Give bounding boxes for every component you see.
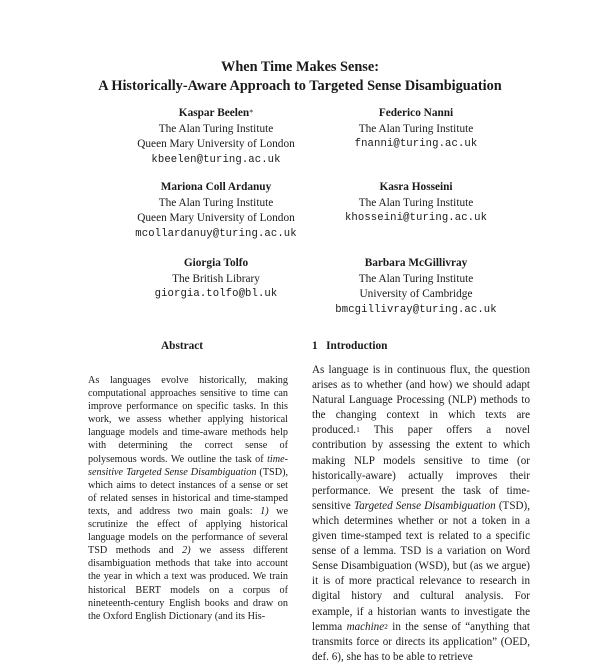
- author-name: Barbara McGillivray: [364, 257, 468, 269]
- paper-title-line-1: When Time Makes Sense:: [221, 59, 379, 75]
- author-affiliation: The Alan Turing Institute: [158, 122, 274, 135]
- footnote-mark: 2: [384, 621, 388, 631]
- author-affiliation: The Alan Turing Institute: [358, 122, 474, 135]
- author-email: kbeelen@turing.ac.uk: [151, 153, 281, 166]
- author-email: fnanni@turing.ac.uk: [354, 138, 478, 150]
- author-name: Giorgia Tolfo: [183, 257, 249, 269]
- intro-paragraph: As language is in continuous flux, the question arises as to whether (and how) we should adapt Natural Language Processing (NLP) methods to the changing context in which texts are produced.$^1$ This paper offers a novel contribution by assessing the extent to which making NLP models sensitive to time (or historically-aware) actually improves their performance. We present the task of time-sensitive Targeted Sense Disambiguation (TSD), which determines whether or not a token in a given time-stamped text is related to a specific sense of a lemma. TSD is a variation on Word Sense Disambiguation (WSD), but (as we argue) it is of more practical relevance to research in digital history and cultural analysis. For example, if a historian wants to investigate the lemma machine$^2$ in the sense of “anything that transmits force or directs its application” (OED, def. 6), she has to be able to retrieve: [312, 364, 530, 663]
- author-name: Mariona Coll Ardanuy: [160, 181, 272, 193]
- author-block: [296, 256, 536, 318]
- author-email: bmcgillivray@turing.ac.uk: [335, 303, 497, 316]
- author-affiliation: The British Library: [172, 272, 260, 285]
- abstract-paragraph: As languages evolve historically, making computational approaches sensitive to time can improve performance on specific tasks. In this work, we assess whether applying historical language models and time-aware methods help with determining the correct sense of polysemous words. We outline the task of time-sensitive Targeted Sense Disambiguation (TSD), which aims to detect instances of a sense or set of related senses in historical and time-stamped texts, and address two main goals: 1) we scrutinize the effect of applying historical language models on the performance of several TSD methods and 2) we assess different disambiguation methods that take into account the year in which a text was produced. We train historical BERT models on a corpus of nineteenth-century English books and draw on the Oxford English Dictionary (and its His-: [88, 375, 289, 622]
- author-email: mcollardanuy@turing.ac.uk: [135, 227, 297, 240]
- author-block: [296, 180, 536, 227]
- author-affiliation: Queen Mary University of London: [137, 138, 295, 150]
- intro-body: [312, 363, 530, 665]
- author-name: Federico Nanni: [378, 107, 454, 119]
- abstract-heading: Abstract: [161, 340, 204, 352]
- author-block: [296, 106, 536, 153]
- intro-heading: [312, 340, 387, 352]
- author-note-mark: *: [249, 108, 254, 117]
- abstract-body: [88, 374, 288, 623]
- paper-title-line-2: A Historically-Aware Approach to Targeted Sense Disambiguation: [98, 78, 502, 94]
- author-affiliation: The Alan Turing Institute: [358, 272, 474, 285]
- author-name: Kasra Hosseini: [379, 181, 453, 193]
- author-email: khosseini@turing.ac.uk: [344, 212, 488, 224]
- section-number: 1: [312, 340, 318, 352]
- author-affiliation: The Alan Turing Institute: [158, 196, 274, 209]
- footnote-mark: 1: [356, 425, 360, 435]
- author-name: Kaspar Beelen*: [178, 107, 254, 119]
- section-title: Introduction: [326, 340, 388, 352]
- author-affiliation: Queen Mary University of London: [137, 212, 295, 224]
- author-affiliation: University of Cambridge: [359, 288, 473, 300]
- author-email: giorgia.tolfo@bl.uk: [154, 288, 278, 300]
- author-affiliation: The Alan Turing Institute: [358, 196, 474, 209]
